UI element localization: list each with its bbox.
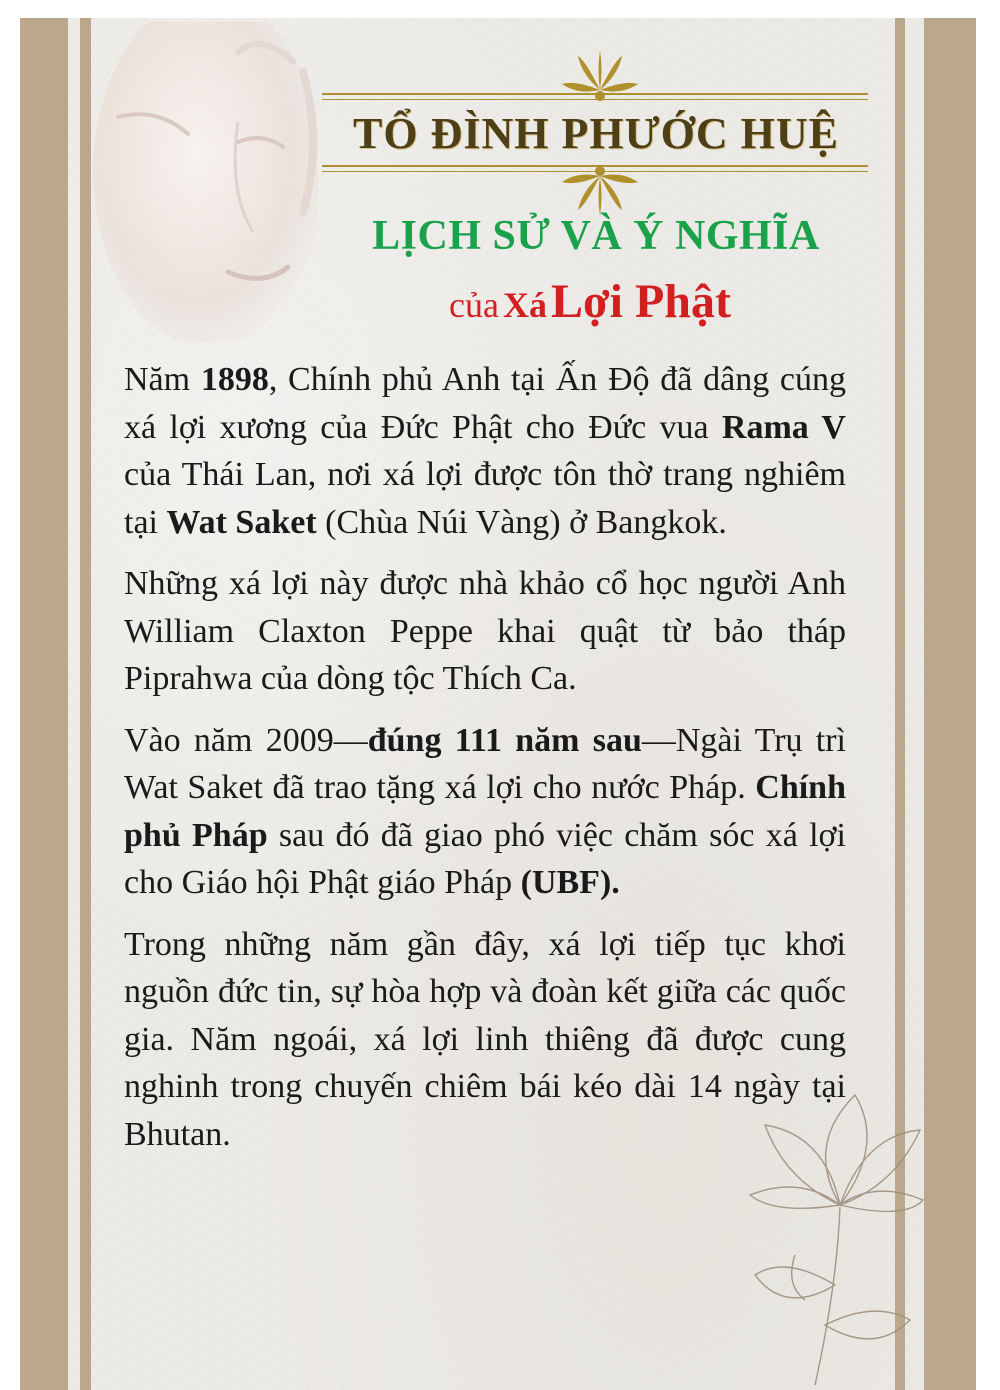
p3-bold-years: đúng 111 năm sau [367, 721, 642, 759]
p1-bold-temple: Wat Saket [166, 503, 317, 541]
paragraph-1 [124, 356, 846, 546]
subtitle-relics [320, 274, 860, 329]
paragraph-2 [124, 560, 846, 703]
top-ornament-icon [560, 50, 640, 104]
p1-bold-year: 1898 [200, 361, 269, 398]
subtitle-mid: Xá [503, 285, 548, 325]
paragraph-3 [124, 717, 846, 907]
p3-text-1: Vào năm 2009— [124, 721, 368, 759]
subtitle: LỊCH SỬ VÀ Ý NGHĨA [372, 213, 820, 259]
subtitle-main: Lợi Phật [551, 275, 731, 328]
p1-bold-king: Rama V [721, 408, 846, 446]
buddha-face-icon [88, 22, 318, 342]
frame-right-border [924, 18, 976, 1390]
page-title: TỔ ĐÌNH PHƯỚC HUỆ [353, 109, 839, 158]
frame-left-border [20, 18, 68, 1390]
p1-text-2: , Chính phủ Anh tại Ấn Độ đã dâng cúng xá lợi xương của Đức Phật cho Đức vua [124, 361, 847, 446]
p4-text: Trong những năm gần đây, xá lợi tiếp tục khơi nguồn đức tin, sự hòa hợp và đoàn kết giữa các quốc gia. Năm ngoái, xá lợi linh thiêng đã được cung nghinh trong chuyến chiêm bái kéo dài 14 ngày tại Bhutan. [124, 925, 846, 1153]
p3-bold-ubf: (UBF). [520, 864, 620, 901]
title-rule-bottom-1 [322, 165, 868, 167]
p3-bold-government: Chính phủ Pháp [124, 769, 846, 854]
bottom-ornament-icon [560, 166, 640, 216]
p2-text: Những xá lợi này được nhà khảo cổ học người Anh William Claxton Peppe khai quật từ bảo tháp Piprahwa của dòng tộc Thích Ca. [124, 565, 846, 697]
paragraph-4 [124, 921, 846, 1159]
p1-text-3: của Thái Lan, nơi xá lợi được tôn thờ trang nghiêm tại [124, 456, 846, 541]
title-rule-top-2 [322, 99, 868, 100]
p1-text-4: (Chùa Núi Vàng) ở Bangkok. [316, 503, 727, 541]
p3-text-2: —Ngài Trụ trì Wat Saket đã trao tặng xá lợi cho nước Pháp. [124, 721, 846, 806]
subtitle-prefix: của [449, 285, 500, 325]
p1-text-1: Năm [124, 361, 201, 398]
title-rule-bottom-2 [322, 171, 868, 172]
title-rule-top-1 [322, 93, 868, 95]
article-body [124, 356, 846, 1172]
p3-text-3: sau đó đã giao phó việc chăm sóc xá lợi cho Giáo hội Phật giáo Pháp [124, 816, 846, 901]
